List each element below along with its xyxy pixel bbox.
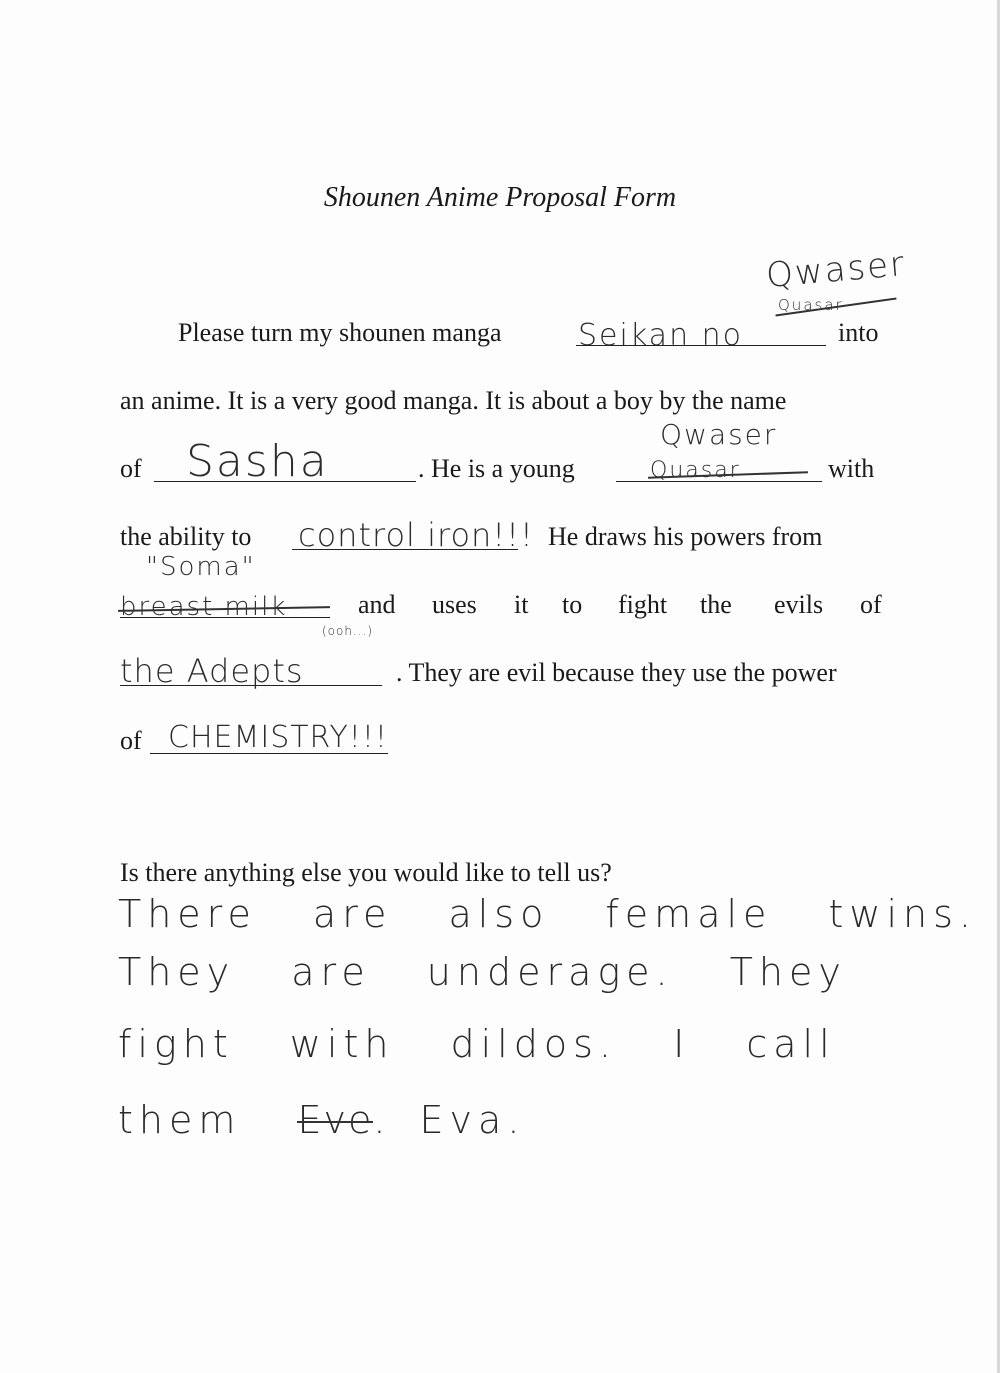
manga-name-handwritten: Seikan no <box>578 318 743 353</box>
line7-prefix: of <box>120 726 142 755</box>
line5-word-and: and <box>358 590 396 619</box>
form-line-2 <box>120 380 885 420</box>
evils-handwritten: the Adepts <box>120 652 304 690</box>
answer-line-1: There are also female twins. <box>118 892 977 936</box>
powers-crossed-word: breast milk <box>120 592 288 622</box>
powers-correction: "Soma" <box>146 552 256 582</box>
line4-suffix: He draws his powers from <box>548 522 823 551</box>
aside-note: (ooh...) <box>322 624 374 638</box>
ability-handwritten: control iron!!! <box>298 516 534 554</box>
line5-word-evils: evils <box>774 590 824 619</box>
answer-word-them: them <box>118 1098 242 1142</box>
line5-word-of: of <box>860 590 882 619</box>
line2-text: an anime. It is a very good manga. It is about a boy by the name <box>120 386 787 415</box>
answer-word-eva: . Eva. <box>373 1098 526 1142</box>
young-correction: Qwaser <box>660 418 778 451</box>
boy-name-handwritten: Sasha <box>186 436 329 487</box>
answer-crossed-eve-text: Eve <box>297 1098 374 1142</box>
line3-middle: . He is a young <box>418 454 575 483</box>
manga-crossed-word: Quasar <box>778 296 844 314</box>
line5-word-it: it <box>514 590 529 619</box>
line3-suffix: with <box>828 454 875 483</box>
form-title: Shounen Anime Proposal Form <box>323 182 677 213</box>
power-handwritten: CHEMISTRY!!! <box>168 720 388 755</box>
line1-prefix: Please turn my shounen manga <box>178 318 502 347</box>
eve-strike <box>297 1121 373 1123</box>
young-crossed-word: Quasar <box>650 458 741 483</box>
line4-prefix: the ability to <box>120 522 252 551</box>
line6-suffix: . They are evil because they use the power <box>396 658 837 687</box>
question-label: Is there anything else you would like to tell us? <box>120 858 612 887</box>
manga-correction: Qwaser <box>764 243 908 297</box>
answer-line-4 <box>118 1098 525 1142</box>
form-line-1 <box>120 312 885 352</box>
line3-prefix: of <box>120 454 142 483</box>
line5-word-to: to <box>562 590 583 619</box>
answer-line-3: fight with dildos. I call <box>118 1022 836 1066</box>
line5-word-fight: fight <box>618 590 668 619</box>
line5-word-the: the <box>700 590 732 619</box>
answer-crossed-eve <box>297 1098 373 1142</box>
line1-suffix: into <box>838 318 879 347</box>
line5-word-uses: uses <box>432 590 477 619</box>
answer-line-2: They are underage. They <box>118 950 847 994</box>
